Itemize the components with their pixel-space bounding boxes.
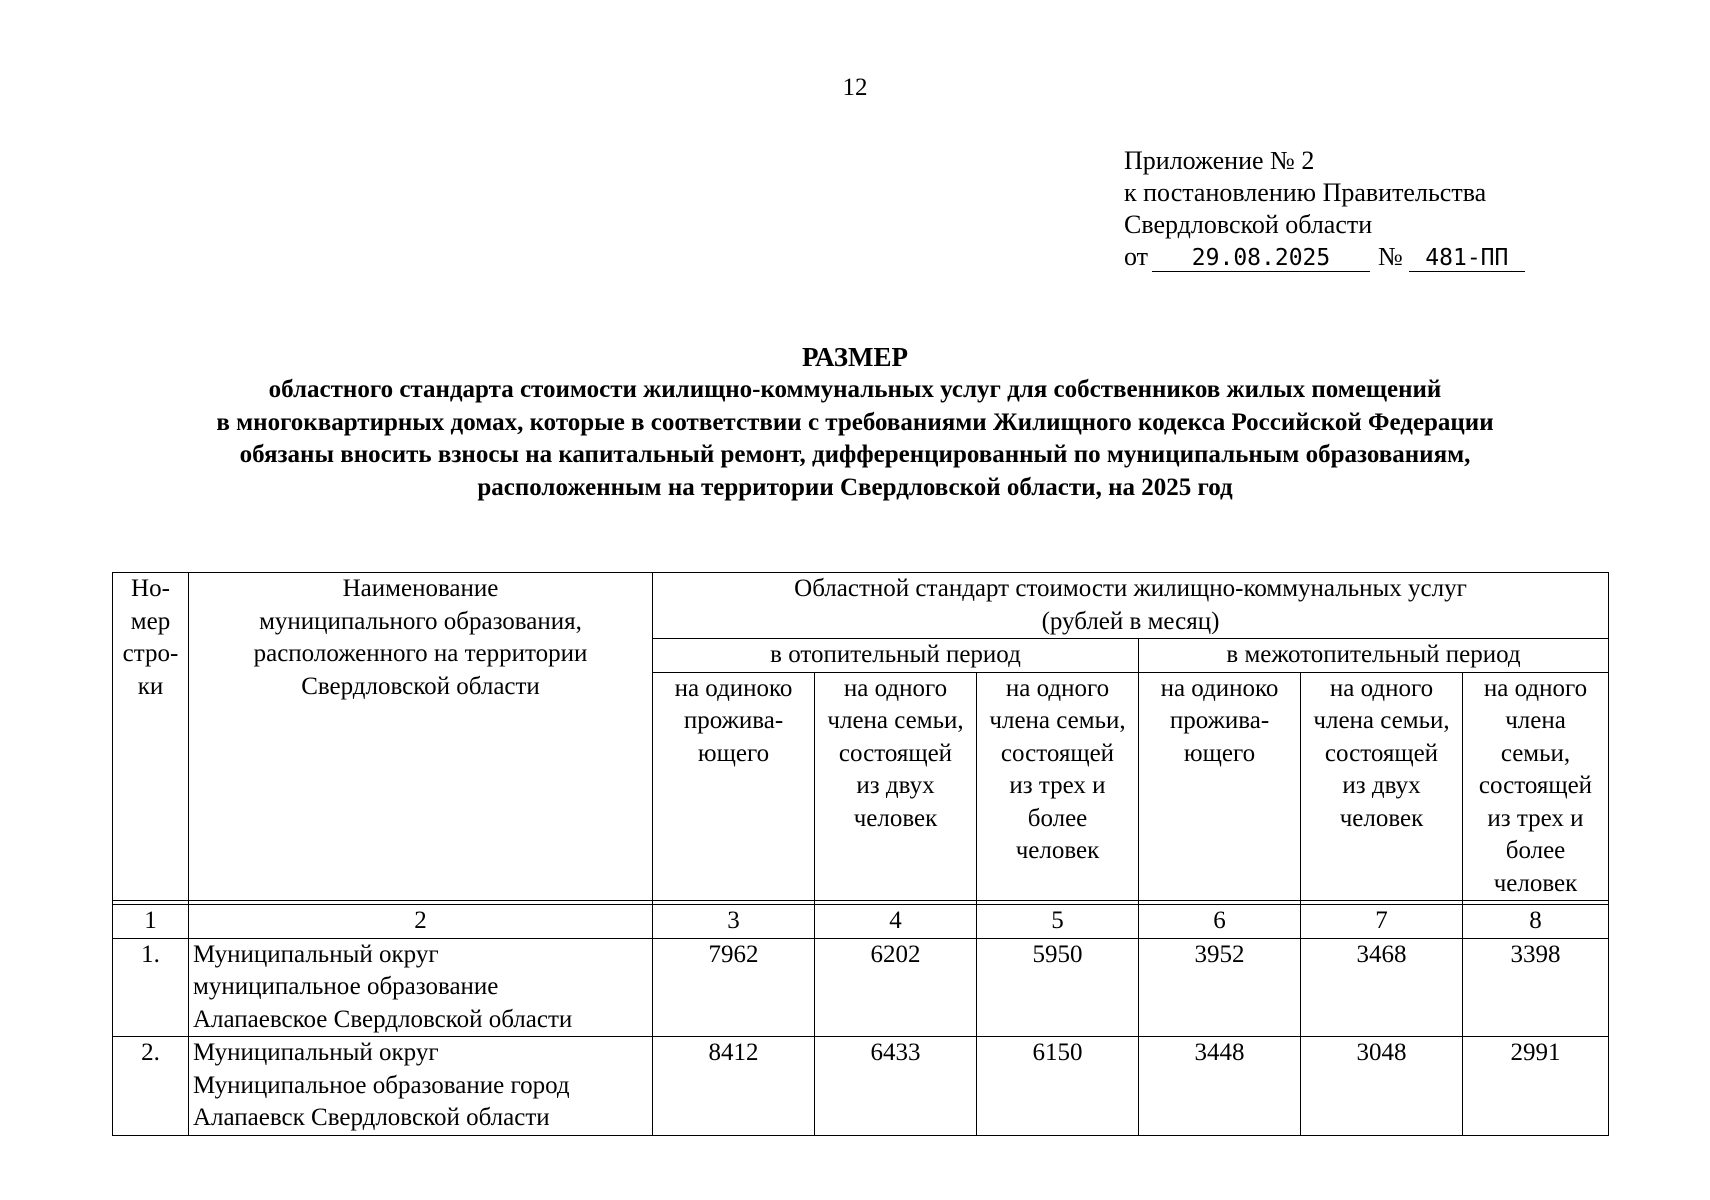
title-main: РАЗМЕР	[801, 342, 909, 372]
column-number: 2	[189, 905, 653, 939]
header-municipality-name: Наименование муниципального образования, расположенного на территории Свердловской области	[189, 573, 653, 901]
value-cell: 6433	[815, 1037, 977, 1136]
column-number: 6	[1139, 905, 1301, 939]
appendix-line: Приложение № 2	[1124, 146, 1315, 175]
title-line: областного стандарта стоимости жилищно-коммунальных услуг для собственников жилых помещений	[268, 376, 1442, 403]
number-label: №	[1378, 242, 1403, 271]
sub-header-cell: на одиноко прожива- ющего	[653, 672, 815, 901]
title-line: расположенным на территории Свердловской области, на 2025 год	[477, 473, 1233, 501]
municipality-name: Муниципальный округ муниципальное образование Алапаевское Свердловской области	[189, 938, 653, 1037]
value-cell: 5950	[977, 938, 1139, 1037]
sub-header-cell: на одиноко прожива- ющего	[1139, 672, 1301, 901]
value-cell: 2991	[1463, 1037, 1609, 1136]
header-row-number: Но- мер стро- ки	[113, 573, 189, 901]
column-number: 7	[1301, 905, 1463, 939]
value-cell: 7962	[653, 938, 815, 1037]
page-number: 12	[842, 74, 868, 101]
from-label: от	[1124, 242, 1149, 271]
table-row	[113, 1037, 1609, 1136]
municipality-name: Муниципальный округ Муниципальное образование город Алапаевск Свердловской области	[189, 1037, 653, 1136]
decree-date: 29.08.2025	[1152, 245, 1370, 272]
value-cell: 3398	[1463, 938, 1609, 1037]
value-cell: 6202	[815, 938, 977, 1037]
table-row	[113, 938, 1609, 1037]
row-number: 1.	[113, 938, 189, 1037]
column-number: 3	[653, 905, 815, 939]
column-number-row	[113, 905, 1609, 939]
column-number: 4	[815, 905, 977, 939]
sub-header-cell: на одного члена семьи, состоящей из трех и более человек	[977, 672, 1139, 901]
column-number: 8	[1463, 905, 1609, 939]
title-line: в многоквартирных домах, которые в соответствии с требованиями Жилищного кодекса Российской Федерации	[216, 408, 1494, 436]
value-cell: 3448	[1139, 1037, 1301, 1136]
value-cell: 8412	[653, 1037, 815, 1136]
sub-header-cell: на одного члена семьи, состоящей из двух человек	[815, 672, 977, 901]
value-cell: 3048	[1301, 1037, 1463, 1136]
value-cell: 3468	[1301, 938, 1463, 1037]
value-cell: 3952	[1139, 938, 1301, 1037]
header-cost-standard: Областной стандарт стоимости жилищно-коммунальных услуг (рублей в месяц)	[653, 573, 1609, 639]
header-non-heating-period: в межотопительный период	[1139, 639, 1609, 673]
title-line: обязаны вносить взносы на капитальный ремонт, дифференцированный по муниципальным образованиям,	[239, 441, 1471, 468]
value-cell: 6150	[977, 1037, 1139, 1136]
appendix-line: к постановлению Правительства	[1124, 178, 1487, 207]
appendix-date-line	[1124, 241, 1525, 273]
appendix-line: Свердловской области	[1124, 210, 1373, 239]
decree-number: 481-ПП	[1409, 245, 1525, 272]
header-heating-period: в отопительный период	[653, 639, 1139, 673]
sub-header-cell: на одного члена семьи, состоящей из двух человек	[1301, 672, 1463, 901]
cost-standard-table	[112, 572, 1609, 1136]
row-number: 2.	[113, 1037, 189, 1136]
column-number: 5	[977, 905, 1139, 939]
appendix-block	[1124, 145, 1525, 273]
sub-header-cell: на одного члена семьи, состоящей из трех и более человек	[1463, 672, 1609, 901]
column-number: 1	[113, 905, 189, 939]
document-title	[100, 340, 1610, 504]
